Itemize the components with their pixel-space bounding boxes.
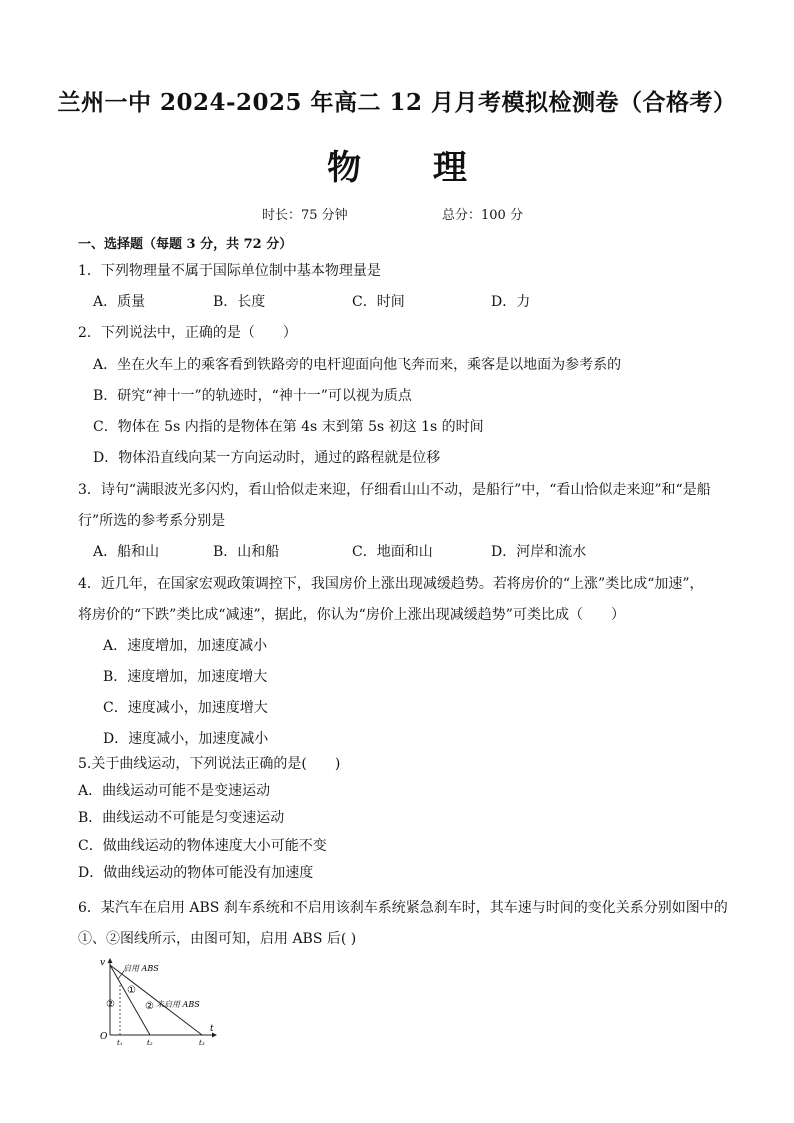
question-4-option-b: B．速度增加，加速度增大 [103, 669, 268, 685]
question-2-stem: 2．下列说法中，正确的是（ ） [78, 325, 297, 341]
exam-title: 兰州一中 2024-2025 年高二 12 月月考模拟检测卷（合格考） [57, 89, 737, 116]
question-2-option-a: A．坐在火车上的乘客看到铁路旁的电杆迎面向他飞奔而来，乘客是以地面为参考系的 [93, 357, 622, 373]
subject-heading [0, 140, 794, 189]
y-axis-arrow [108, 958, 113, 963]
question-3-stem-line-1: 3．诗句“满眼波光多闪灼，看山恰似走来迎，仔细看山山不动，是船行”中，“看山恰似走来迎”和“是船 [78, 482, 711, 498]
curve-mark-2-left: ② [106, 999, 115, 1010]
subject-char-1: 物 [327, 148, 362, 188]
question-6-stem-line-1: 6．某汽车在启用 ABS 刹车系统和不启用该刹车系统紧急刹车时，其车速与时间的变化关系分别如图中的 [78, 900, 728, 916]
question-4-stem-line-2: 将房价的“下跌”类比成“减速”，据此，你认为“房价上涨出现减缓趋势”可类比成（ ） [78, 607, 625, 623]
question-5-option-d: D．做曲线运动的物体可能没有加速度 [78, 865, 314, 881]
question-1-option-c: C．时间 [352, 294, 405, 310]
question-3-option-c: C．地面和山 [352, 544, 433, 560]
curve-mark-2-right: ② [145, 1001, 154, 1012]
question-5-option-b: B．曲线运动不可能是匀变速运动 [78, 810, 285, 826]
question-2-option-d: D．物体沿直线向某一方向运动时，通过的路程就是位移 [93, 450, 441, 466]
section-heading: 一、选择题（每题 3 分，共 72 分） [78, 237, 293, 252]
question-4-option-d: D．速度减小，加速度减小 [103, 731, 269, 747]
question-5-option-a: A．曲线运动可能不是变速运动 [78, 783, 271, 799]
subject-char-2: 理 [432, 148, 467, 188]
question-3-option-b: B．山和船 [213, 544, 280, 560]
line-abs [110, 965, 150, 1035]
question-2-option-b: B．研究“神十一”的轨迹时，“神十一”可以视为质点 [93, 388, 412, 404]
question-1-stem: 1．下列物理量不属于国际单位制中基本物理量是 [78, 263, 381, 279]
tick-label-t2: t₂ [147, 1039, 153, 1047]
question-3-option-d: D．河岸和流水 [491, 544, 587, 560]
question-2-option-c: C．物体在 5s 内指的是物体在第 4s 末到第 5s 初这 1s 的时间 [93, 419, 484, 435]
y-axis-label: v [100, 958, 106, 968]
tick-label-t1: t₁ [117, 1039, 123, 1047]
question-1-option-d: D．力 [491, 294, 531, 310]
velocity-time-graph [90, 955, 220, 1047]
question-6-stem-line-2: ①、②图线所示，由图可知，启用 ABS 后( ) [78, 931, 357, 947]
question-3-option-a: A．船和山 [93, 544, 160, 560]
exam-total-score: 总分：100 分 [442, 208, 523, 223]
origin-label: O [100, 1032, 108, 1042]
label-abs-on: 启用 ABS [123, 964, 159, 973]
curve-mark-1: ① [127, 985, 136, 996]
question-5-option-c: C．做曲线运动的物体速度大小可能不变 [78, 838, 327, 854]
question-3-stem-line-2: 行”所选的参考系分别是 [78, 513, 226, 529]
label-abs-off: 未启用 ABS [156, 1000, 200, 1009]
question-1-option-b: B．长度 [213, 294, 266, 310]
question-4-stem-line-1: 4．近几年，在国家宏观政策调控下，我国房价上涨出现减缓趋势。若将房价的“上涨”类比成“加速”， [78, 576, 704, 592]
exam-duration: 时长：75 分钟 [262, 208, 348, 223]
x-axis-label: t [210, 1024, 214, 1034]
tick-label-t3: t₃ [199, 1039, 205, 1047]
question-4-option-c: C．速度减小，加速度增大 [103, 700, 268, 716]
question-4-option-a: A．速度增加，加速度减小 [103, 638, 268, 654]
question-1-option-a: A．质量 [93, 294, 146, 310]
question-5-stem: 5.关于曲线运动，下列说法正确的是( ) [78, 756, 341, 772]
